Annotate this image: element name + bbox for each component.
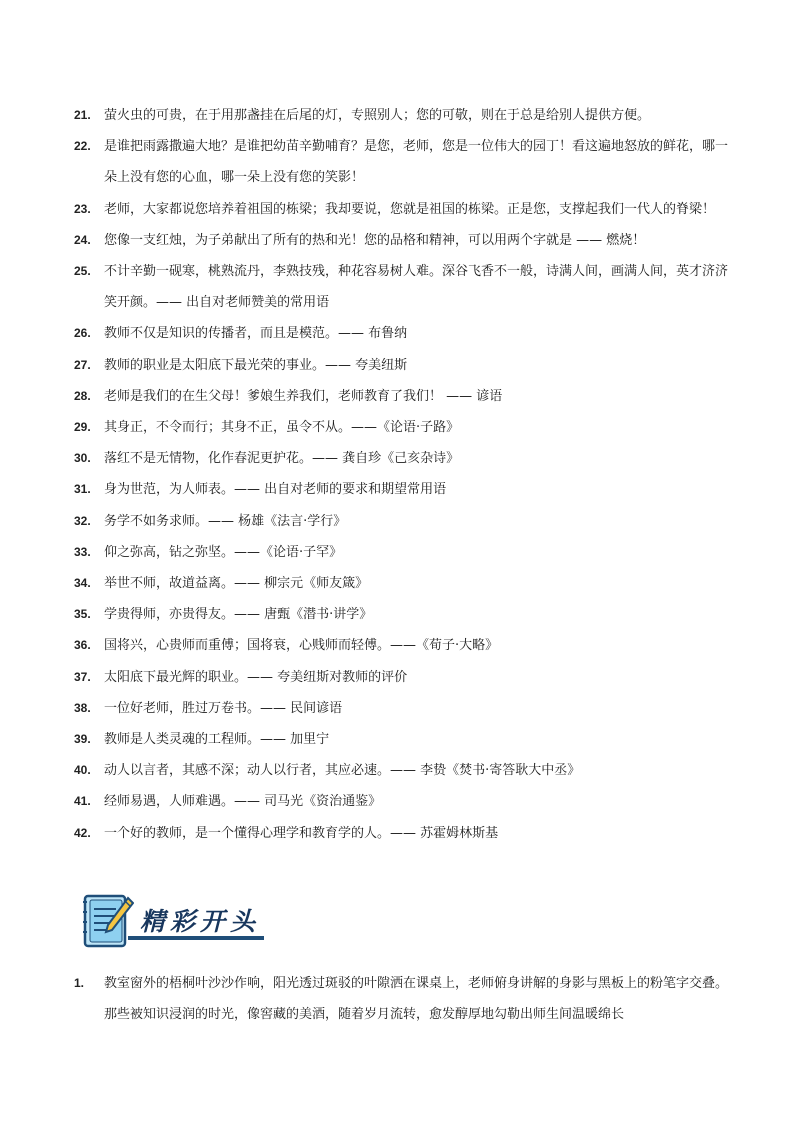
list-item <box>74 537 734 568</box>
list-item <box>74 381 734 412</box>
item-number: 31. <box>74 482 91 497</box>
list-item <box>74 318 734 349</box>
list-item <box>74 786 734 817</box>
item-text: 是谁把雨露撒遍大地？是谁把幼苗辛勤哺育？是您，老师，您是一位伟大的园丁！看这遍地怒放的鲜花，哪一朵上没有您的心血，哪一朵上没有您的笑影！ <box>104 139 729 186</box>
list-item <box>74 350 734 381</box>
item-number: 38. <box>74 700 91 715</box>
list-item <box>74 100 734 131</box>
notebook-pen-icon <box>82 892 134 950</box>
item-text: 落红不是无情物，化作春泥更护花。—— 龚自珍《己亥杂诗》 <box>104 451 460 467</box>
item-number: 40. <box>74 763 91 778</box>
item-number: 27. <box>74 357 91 372</box>
item-text: 国将兴，心贵师而重傅；国将衰，心贱师而轻傅。——《荀子·大略》 <box>104 638 499 654</box>
list-item <box>74 568 734 599</box>
item-text: 举世不师，故道益离。—— 柳宗元《师友箴》 <box>104 576 369 592</box>
item-number: 30. <box>74 451 91 466</box>
item-number: 25. <box>74 264 91 279</box>
section-header <box>80 890 270 950</box>
item-text: 务学不如务求师。—— 杨雄《法言·学行》 <box>104 513 347 529</box>
item-text: 您像一支红烛，为子弟献出了所有的热和光！您的品格和精神，可以用两个字就是 —— 燃烧！ <box>104 232 646 248</box>
item-text: 一位好老师，胜过万卷书。—— 民间谚语 <box>104 700 343 716</box>
item-text: 教师的职业是太阳底下最光荣的事业。—— 夸美纽斯 <box>104 357 408 373</box>
list-item <box>74 474 734 505</box>
item-text: 老师是我们的在生父母！爹娘生养我们，老师教育了我们！ —— 谚语 <box>104 388 503 404</box>
item-number: 39. <box>74 732 91 747</box>
list-item <box>74 256 734 318</box>
list-item <box>74 968 734 1030</box>
item-number: 23. <box>74 201 91 216</box>
item-text: 太阳底下最光辉的职业。—— 夸美纽斯对教师的评价 <box>104 669 408 685</box>
section-title: 精彩开头 <box>140 907 261 936</box>
list-item <box>74 443 734 474</box>
item-number: 37. <box>74 669 91 684</box>
item-number: 35. <box>74 607 91 622</box>
item-number: 29. <box>74 420 91 435</box>
item-text: 教师是人类灵魂的工程师。—— 加里宁 <box>104 732 330 748</box>
item-number: 22. <box>74 139 91 154</box>
list-item <box>74 662 734 693</box>
list-item <box>74 225 734 256</box>
item-text: 动人以言者，其感不深；动人以行者，其应必速。—— 李贽《焚书·寄答耿大中丞》 <box>104 763 581 779</box>
item-text: 一个好的教师，是一个懂得心理学和教育学的人。—— 苏霍姆林斯基 <box>104 825 499 841</box>
title-underline <box>128 936 264 940</box>
item-text: 身为世范，为人师表。—— 出自对老师的要求和期望常用语 <box>104 482 447 498</box>
item-text: 老师，大家都说您培养着祖国的栋梁；我却要说，您就是祖国的栋梁。正是您，支撑起我们一代人的脊梁！ <box>104 201 716 217</box>
item-number: 36. <box>74 638 91 653</box>
item-text: 不计辛勤一砚寒，桃熟流丹，李熟技残，种花容易树人难。深谷飞香不一般，诗满人间，画满人间，英才济济笑开颜。—— 出自对老师赞美的常用语 <box>104 264 729 311</box>
list-item <box>74 506 734 537</box>
item-number: 34. <box>74 576 91 591</box>
paragraph-list <box>74 968 734 1030</box>
item-text: 其身正，不令而行；其身不正，虽令不从。——《论语·子路》 <box>104 420 460 436</box>
list-item <box>74 724 734 755</box>
list-item <box>74 755 734 786</box>
item-number: 42. <box>74 825 91 840</box>
list-item <box>74 630 734 661</box>
list-item <box>74 194 734 225</box>
list-item <box>74 599 734 630</box>
item-number: 21. <box>74 108 91 122</box>
list-item <box>74 818 734 849</box>
item-text: 萤火虫的可贵，在于用那盏挂在后尾的灯，专照别人；您的可敬，则在于总是给别人提供方便。 <box>104 108 651 123</box>
item-text: 仰之弥高，钻之弥坚。——《论语·子罕》 <box>104 544 343 560</box>
item-text: 经师易遇，人师难遇。—— 司马光《资治通鉴》 <box>104 794 382 810</box>
list-item <box>74 693 734 724</box>
item-number: 1. <box>74 976 85 990</box>
item-number: 24. <box>74 232 91 247</box>
item-number: 26. <box>74 326 91 341</box>
item-text: 教师不仅是知识的传播者，而且是模范。—— 布鲁纳 <box>104 326 408 342</box>
item-number: 41. <box>74 794 91 809</box>
item-number: 32. <box>74 513 91 528</box>
item-number: 28. <box>74 388 91 403</box>
item-text: 教室窗外的梧桐叶沙沙作响，阳光透过斑驳的叶隙洒在课桌上，老师俯身讲解的身影与黑板上的粉笔字交叠。那些被知识浸润的时光，像窖藏的美酒，随着岁月流转，愈发醇厚地勾勒出师生间温暖绵长 <box>104 976 729 1023</box>
item-number: 33. <box>74 544 91 559</box>
quote-list <box>74 100 734 849</box>
list-item <box>74 131 734 193</box>
item-text: 学贵得师，亦贵得友。—— 唐甄《潜书·讲学》 <box>104 607 373 623</box>
list-item <box>74 412 734 443</box>
